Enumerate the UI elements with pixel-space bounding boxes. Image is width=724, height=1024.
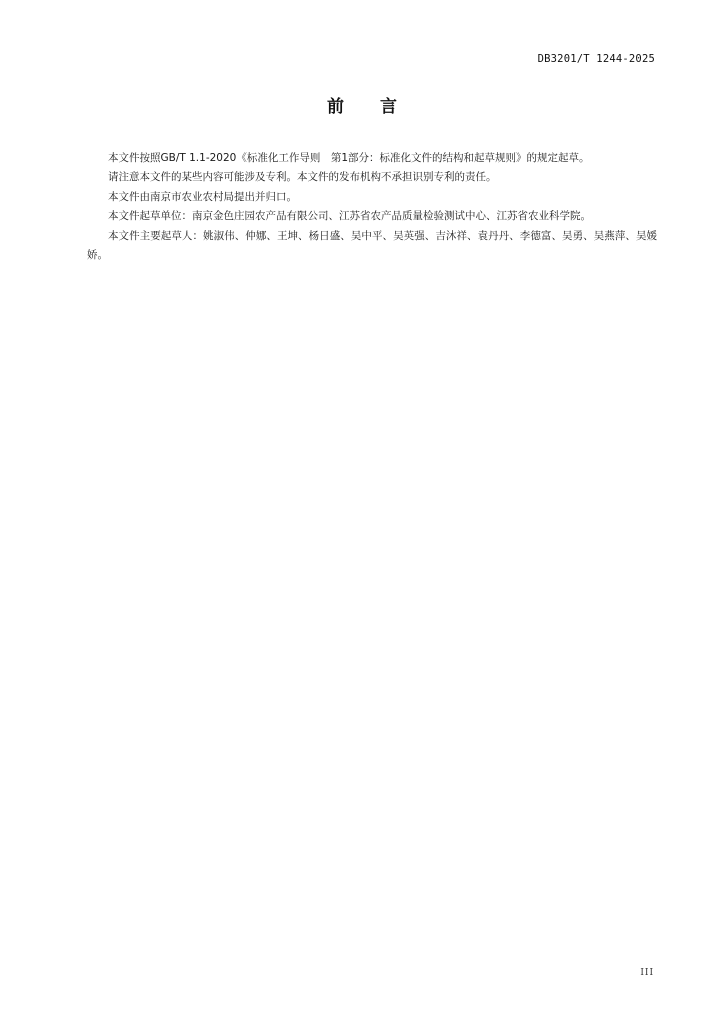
foreword-body [87, 149, 657, 265]
document-code: DB3201/T 1244-2025 [537, 53, 655, 65]
paragraph-drafting-units: 本文件起草单位：南京金色庄园农产品有限公司、江苏省农产品质量检验测试中心、江苏省农业科学院。 [108, 210, 591, 223]
paragraph-patent-notice: 请注意本文件的某些内容可能涉及专利。本文件的发布机构不承担识别专利的责任。 [108, 171, 497, 184]
page-number: III [640, 968, 654, 978]
page-title: 前言 [327, 97, 433, 117]
paragraph-drafters: 本文件主要起草人：姚淑伟、仲娜、王坤、杨日盛、吴中平、吴英强、吉沐祥、袁丹丹、李德富、吴勇、吴燕萍、吴媛娇。 [87, 229, 657, 262]
paragraph-drafting-rules: 本文件按照GB/T 1.1-2020《标准化工作导则 第1部分：标准化文件的结构和起草规则》的规定起草。 [108, 152, 590, 164]
paragraph-proposer: 本文件由南京市农业农村局提出并归口。 [108, 190, 297, 203]
